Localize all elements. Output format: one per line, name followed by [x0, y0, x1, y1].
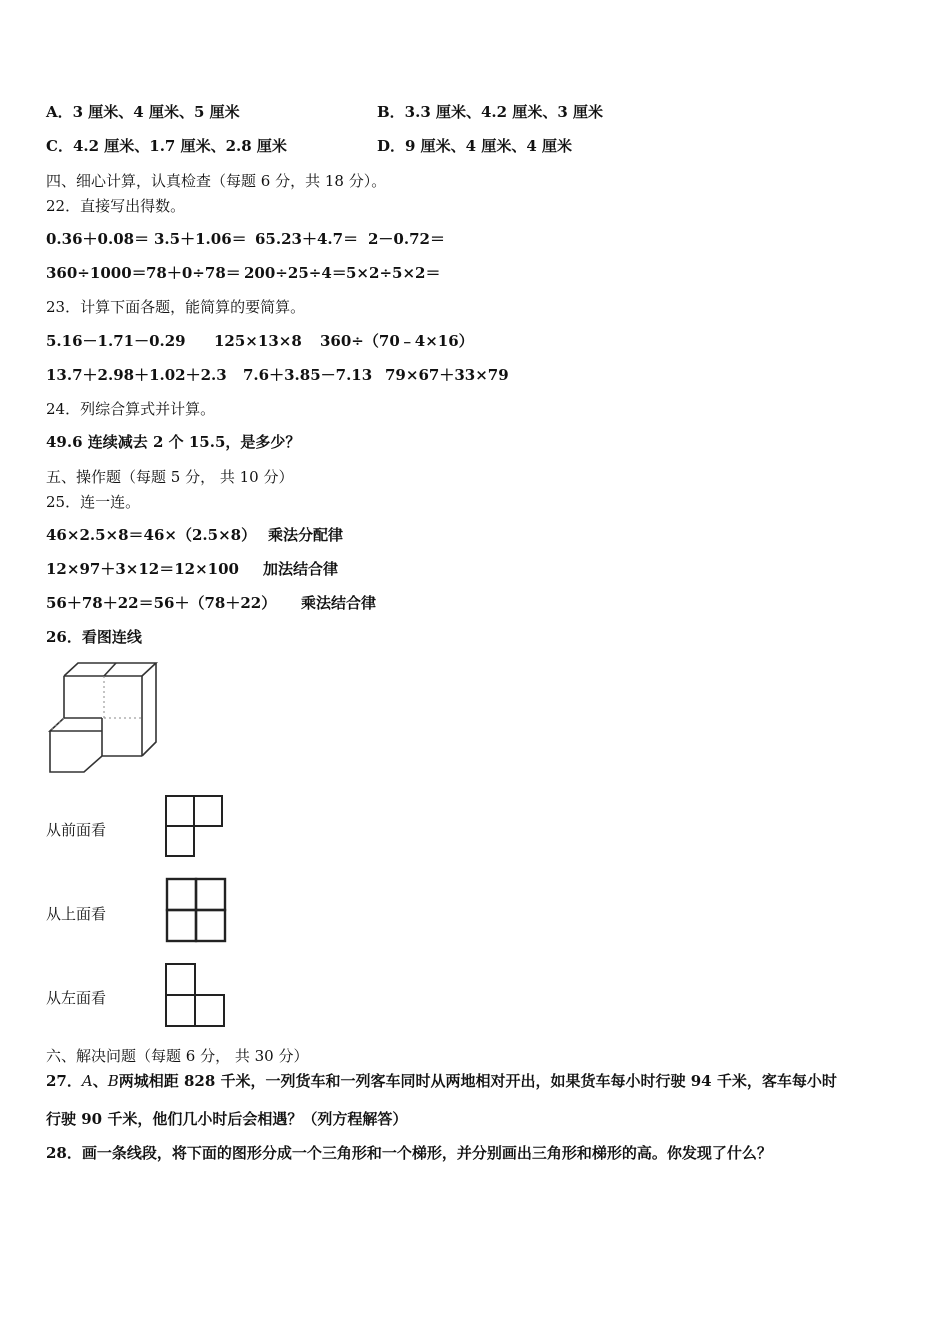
q28-text: 28．画一条线段，将下面的图形分成一个三角形和一个梯形，并分别画出三角形和梯形的高。你发现了什么？	[46, 1144, 772, 1162]
q27-text-1: 两城相距 828 千米，一列货车和一列客车同时从两地相对开出，如果货车每小时行驶 94 千米，客车每小时	[118, 1072, 837, 1090]
q26-title: 26．看图连线	[46, 628, 142, 646]
q25-title: 25．连一连。	[46, 493, 141, 511]
q25-left-item: 46×2.5×8＝46×（2.5×8）	[46, 526, 257, 544]
point-b-label: B	[107, 1072, 119, 1090]
q25-right-item: 乘法结合律	[301, 594, 377, 612]
q27-number: 27．	[46, 1072, 82, 1090]
q24-title: 24．列综合算式并计算。	[46, 400, 216, 418]
option-d: D．9 厘米、4 厘米、4 厘米	[377, 137, 572, 155]
view-label-left: 从左面看	[46, 989, 107, 1007]
q23-item: 360÷（70﹣4×16）	[320, 332, 474, 350]
q22-item: 2－0.72＝	[368, 230, 445, 248]
section-6-title: 六、解决问题（每题 6 分， 共 30 分）	[46, 1047, 309, 1065]
q23-item: 79×67＋33×79	[385, 366, 509, 384]
q22-item: 65.23＋4.7＝	[255, 230, 359, 248]
view-label-front: 从前面看	[46, 821, 107, 839]
q25-right-item: 乘法分配律	[268, 526, 344, 544]
point-a-label: A	[81, 1072, 93, 1090]
q22-item: 78＋0÷78＝	[146, 264, 241, 282]
q23-item: 125×13×8	[214, 332, 302, 350]
q22-item: 360÷1000＝	[46, 264, 147, 282]
block-3d-figure	[44, 660, 160, 778]
q23-title: 23．计算下面各题，能简算的要简算。	[46, 298, 306, 316]
q23-item: 13.7＋2.98＋1.02＋2.3	[46, 366, 227, 384]
left-view-figure	[162, 960, 228, 1030]
q23-item: 7.6＋3.85－7.13	[243, 366, 373, 384]
section-4-title: 四、细心计算，认真检查（每题 6 分，共 18 分）。	[46, 172, 387, 190]
q25-right-item: 加法结合律	[263, 560, 339, 578]
view-label-top: 从上面看	[46, 905, 107, 923]
top-view-figure	[162, 875, 230, 945]
q27-line1	[46, 1071, 837, 1091]
q23-item: 5.16－1.71－0.29	[46, 332, 186, 350]
section-5-title: 五、操作题（每题 5 分， 共 10 分）	[46, 468, 294, 486]
q22-item: 0.36＋0.08＝	[46, 230, 150, 248]
option-b: B．3.3 厘米、4.2 厘米、3 厘米	[377, 103, 603, 121]
q27-separator: 、	[92, 1072, 108, 1090]
q22-item: 200÷25÷4＝	[244, 264, 347, 282]
option-c: C．4.2 厘米、1.7 厘米、2.8 厘米	[46, 137, 287, 155]
q27-line2: 行驶 90 千米，他们几小时后会相遇？（列方程解答）	[46, 1110, 408, 1128]
q25-left-item: 56＋78＋22＝56＋（78＋22）	[46, 594, 277, 612]
q22-title: 22．直接写出得数。	[46, 197, 186, 215]
q22-item: 5×2÷5×2＝	[346, 264, 441, 282]
q24-text: 49.6 连续减去 2 个 15.5，是多少？	[46, 433, 301, 451]
q22-item: 3.5＋1.06＝	[154, 230, 247, 248]
q25-left-item: 12×97＋3×12＝12×100	[46, 560, 239, 578]
front-view-figure	[162, 792, 226, 860]
option-a: A．3 厘米、4 厘米、5 厘米	[46, 103, 240, 121]
